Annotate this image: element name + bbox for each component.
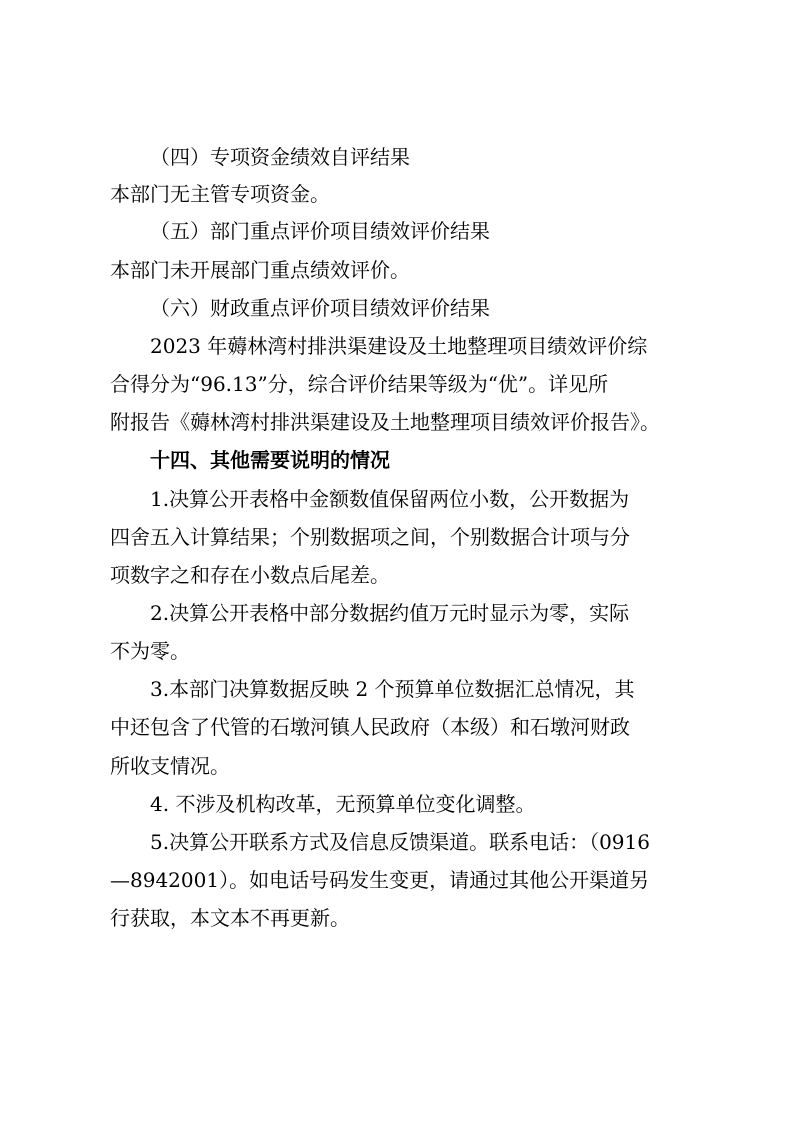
note-3-line-3: 所收支情况。 <box>110 754 230 778</box>
heading-department-evaluation: （五）部门重点评价项目绩效评价结果 <box>150 219 490 243</box>
paragraph-department-evaluation: 本部门未开展部门重点绩效评价。 <box>110 258 410 282</box>
section-heading-other-notes: 十四、其他需要说明的情况 <box>150 448 390 472</box>
note-4: 4. 不涉及机构改革，无预算单位变化调整。 <box>150 792 536 816</box>
note-2-line-1: 2.决算公开表格中部分数据约值万元时显示为零，实际 <box>150 601 630 625</box>
paragraph-special-funds: 本部门无主管专项资金。 <box>110 182 330 206</box>
heading-special-funds: （四）专项资金绩效自评结果 <box>150 145 410 169</box>
paragraph-finance-evaluation-line-3: 附报告《薅林湾村排洪渠建设及土地整理项目绩效评价报告》。 <box>110 410 660 434</box>
paragraph-finance-evaluation-line-1: 2023 年薅林湾村排洪渠建设及土地整理项目绩效评价综 <box>150 334 648 358</box>
note-2-line-2: 不为零。 <box>110 639 190 663</box>
note-1-line-1: 1.决算公开表格中金额数值保留两位小数，公开数据为 <box>150 487 630 511</box>
paragraph-finance-evaluation-line-2: 合得分为“96.13”分，综合评价结果等级为“优”。详见所 <box>110 372 609 396</box>
note-5-line-2: —8942001）。如电话号码发生变更，请通过其他公开渠道另 <box>110 868 650 892</box>
heading-finance-evaluation: （六）财政重点评价项目绩效评价结果 <box>150 296 490 320</box>
note-1-line-3: 项数字之和存在小数点后尾差。 <box>110 563 390 587</box>
note-5-line-3: 行获取，本文本不再更新。 <box>110 906 350 930</box>
note-5-line-1: 5.决算公开联系方式及信息反馈渠道。联系电话：（0916 <box>150 830 650 854</box>
note-3-line-1: 3.本部门决算数据反映 2 个预算单位数据汇总情况，其 <box>150 677 635 701</box>
note-1-line-2: 四舍五入计算结果；个别数据项之间，个别数据合计项与分 <box>110 525 630 549</box>
note-3-line-2: 中还包含了代管的石墩河镇人民政府（本级）和石墩河财政 <box>110 715 630 739</box>
